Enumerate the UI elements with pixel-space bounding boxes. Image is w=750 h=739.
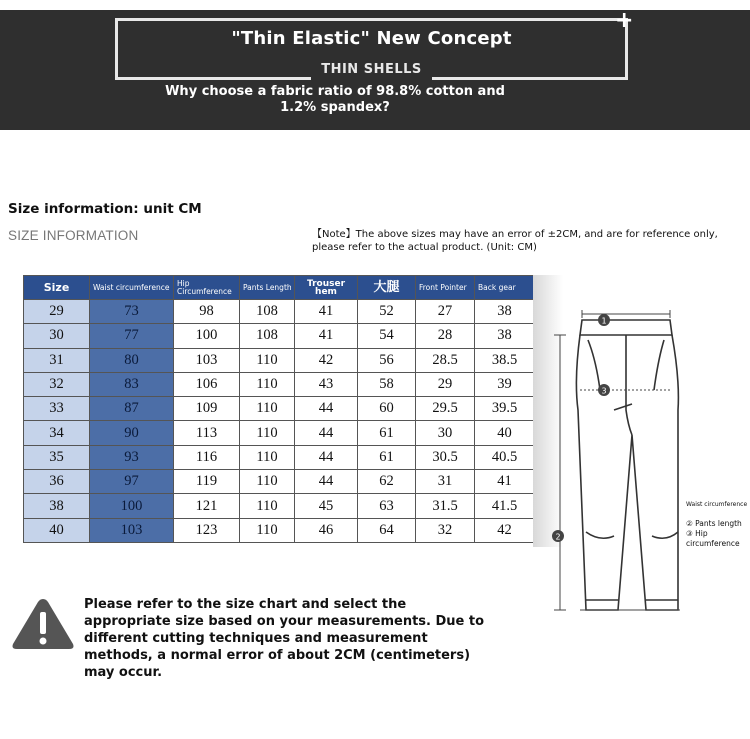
warning-text: Please refer to the size chart and select the appropriate size based on your measurements. Due to different cutting techniques and measurement methods, a normal error of about 2CM (centimeters) may occur. — [84, 597, 485, 680]
pants-outline — [576, 320, 678, 610]
table-row — [24, 348, 535, 372]
table-cell: 31 — [24, 348, 90, 372]
marker-2-label: 2 — [555, 532, 561, 542]
table-header-row — [24, 276, 535, 300]
banner-question: Why choose a fabric ratio of 98.8% cotton and 1.2% spandex? — [165, 84, 505, 115]
table-cell: 73 — [90, 300, 174, 324]
measurement-lines — [554, 310, 680, 610]
table-cell: 32 — [24, 372, 90, 396]
table-cell: 93 — [90, 445, 174, 469]
table-cell: 83 — [90, 372, 174, 396]
banner-subtitle: THIN SHELLS — [321, 62, 422, 77]
table-cell: 38.5 — [475, 348, 535, 372]
table-cell: 110 — [240, 470, 295, 494]
table-cell: 29 — [24, 300, 90, 324]
header-front-pointer: Front Pointer — [416, 276, 475, 300]
table-row — [24, 445, 535, 469]
table-cell: 34 — [24, 421, 90, 445]
table-row — [24, 300, 535, 324]
table-cell: 42 — [475, 518, 535, 542]
table-row — [24, 397, 535, 421]
table-cell: 61 — [358, 445, 416, 469]
table-cell: 38 — [475, 324, 535, 348]
table-cell: 39.5 — [475, 397, 535, 421]
table-cell: 60 — [358, 397, 416, 421]
table-cell: 43 — [295, 372, 358, 396]
table-cell: 110 — [240, 348, 295, 372]
marker-1-label: 1 — [601, 316, 607, 326]
table-cell: 109 — [174, 397, 240, 421]
diagram-label-waist: Waist circumference — [686, 501, 748, 508]
header-trouser-hem: Trouser hem — [295, 276, 358, 300]
table-cell: 54 — [358, 324, 416, 348]
table-cell: 44 — [295, 470, 358, 494]
table-cell: 58 — [358, 372, 416, 396]
table-cell: 123 — [174, 518, 240, 542]
header-pants-length: Pants Length — [240, 276, 295, 300]
table-cell: 77 — [90, 324, 174, 348]
table-row — [24, 470, 535, 494]
table-cell: 44 — [295, 445, 358, 469]
marker-3 — [598, 384, 610, 396]
table-cell: 103 — [174, 348, 240, 372]
table-cell: 110 — [240, 518, 295, 542]
header-hip: Hip Circumference — [174, 276, 240, 300]
table-cell: 32 — [416, 518, 475, 542]
table-cell: 121 — [174, 494, 240, 518]
table-cell: 106 — [174, 372, 240, 396]
pants-diagram — [540, 300, 750, 620]
header-size: Size — [24, 276, 90, 300]
header-waist: Waist circumference — [90, 276, 174, 300]
warning-triangle-icon — [10, 596, 76, 652]
size-note: 【Note】The above sizes may have an error of ±2CM, and are for reference only, please refer to the actual product. (Unit: CM) — [312, 229, 718, 253]
table-cell: 98 — [174, 300, 240, 324]
table-cell: 108 — [240, 300, 295, 324]
marker-1 — [598, 314, 610, 326]
table-cell: 44 — [295, 397, 358, 421]
table-cell: 29 — [416, 372, 475, 396]
table-row — [24, 324, 535, 348]
table-cell: 110 — [240, 397, 295, 421]
table-cell: 87 — [90, 397, 174, 421]
table-cell: 30 — [24, 324, 90, 348]
table-cell: 80 — [90, 348, 174, 372]
table-cell: 27 — [416, 300, 475, 324]
banner-frame-bottom-left — [115, 77, 311, 80]
table-cell: 119 — [174, 470, 240, 494]
table-cell: 30.5 — [416, 445, 475, 469]
table-cell: 38 — [24, 494, 90, 518]
table-cell: 103 — [90, 518, 174, 542]
table-cell: 40 — [24, 518, 90, 542]
table-cell: 110 — [240, 445, 295, 469]
table-row — [24, 421, 535, 445]
table-cell: 46 — [295, 518, 358, 542]
table-cell: 108 — [240, 324, 295, 348]
table-cell: 110 — [240, 372, 295, 396]
table-cell: 28 — [416, 324, 475, 348]
table-cell: 90 — [90, 421, 174, 445]
table-cell: 100 — [174, 324, 240, 348]
table-cell: 41 — [295, 300, 358, 324]
marker-2 — [552, 530, 564, 542]
size-table-body — [24, 300, 535, 543]
table-cell: 116 — [174, 445, 240, 469]
table-cell: 31 — [416, 470, 475, 494]
table-cell: 35 — [24, 445, 90, 469]
table-cell: 113 — [174, 421, 240, 445]
table-cell: 36 — [24, 470, 90, 494]
table-cell: 40 — [475, 421, 535, 445]
table-cell: 41.5 — [475, 494, 535, 518]
table-cell: 45 — [295, 494, 358, 518]
header-thigh: 大腿 — [358, 276, 416, 300]
table-cell: 30 — [416, 421, 475, 445]
table-cell: 39 — [475, 372, 535, 396]
banner-title: "Thin Elastic" New Concept — [231, 28, 512, 49]
table-cell: 29.5 — [416, 397, 475, 421]
table-cell: 97 — [90, 470, 174, 494]
table-cell: 31.5 — [416, 494, 475, 518]
table-row — [24, 518, 535, 542]
diagram-label-pants: ② Pants length ③ Hip circumference — [686, 519, 742, 548]
size-info-heading: Size information: unit CM — [8, 201, 202, 217]
banner-frame-bottom-right — [432, 77, 628, 80]
table-cell: 110 — [240, 421, 295, 445]
table-cell: 63 — [358, 494, 416, 518]
table-cell: 40.5 — [475, 445, 535, 469]
table-cell: 44 — [295, 421, 358, 445]
table-cell: 52 — [358, 300, 416, 324]
table-cell: 56 — [358, 348, 416, 372]
table-cell: 41 — [475, 470, 535, 494]
table-cell: 64 — [358, 518, 416, 542]
table-cell: 42 — [295, 348, 358, 372]
header-back-gear: Back gear — [475, 276, 535, 300]
plus-icon: + — [615, 8, 634, 33]
size-info-heading-en: SIZE INFORMATION — [8, 228, 139, 243]
table-cell: 41 — [295, 324, 358, 348]
table-cell: 100 — [90, 494, 174, 518]
table-cell: 33 — [24, 397, 90, 421]
table-cell: 110 — [240, 494, 295, 518]
size-table — [23, 275, 535, 543]
table-row — [24, 372, 535, 396]
size-table-wrap — [23, 275, 535, 543]
table-cell: 28.5 — [416, 348, 475, 372]
table-row — [24, 494, 535, 518]
table-cell: 38 — [475, 300, 535, 324]
table-cell: 62 — [358, 470, 416, 494]
marker-3-label: 3 — [601, 386, 607, 396]
table-cell: 61 — [358, 421, 416, 445]
